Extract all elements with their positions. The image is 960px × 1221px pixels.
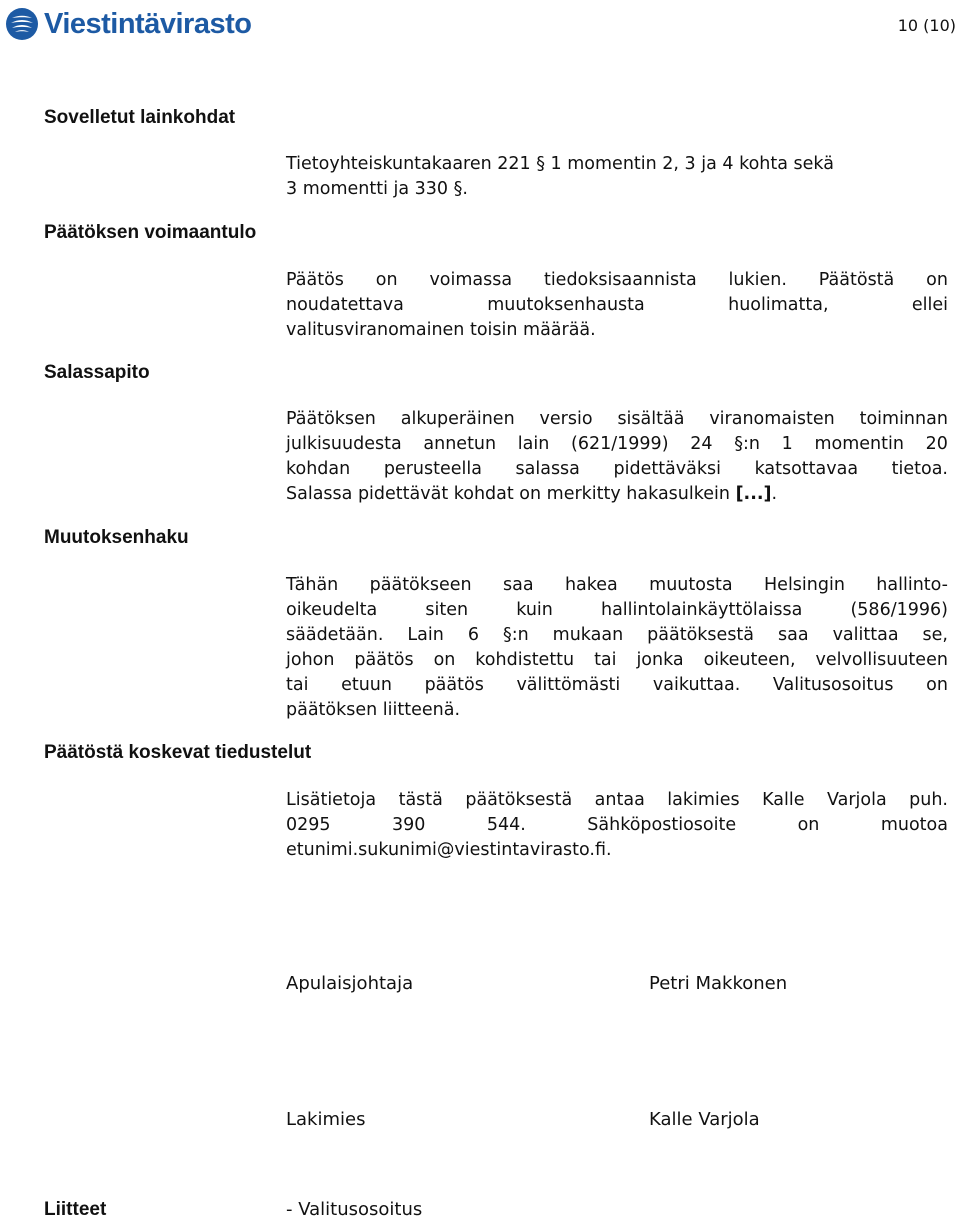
signature-name-2: Kalle Varjola (649, 1109, 760, 1130)
word: tietoa. (891, 459, 948, 479)
heading-inquiries: Päätöstä koskevat tiedustelut (44, 742, 312, 763)
justified-line (286, 598, 948, 623)
word: versio (539, 409, 593, 429)
word: sisältää (617, 409, 685, 429)
word: toiminnan (859, 409, 948, 429)
word: 6 (467, 625, 479, 645)
appeal-text (286, 573, 948, 723)
word: on (797, 815, 820, 835)
word: päätöksestä (465, 790, 573, 810)
word: Päätöksen (286, 409, 376, 429)
word: on (926, 270, 948, 290)
signature-title-2: Lakimies (286, 1109, 366, 1130)
word: (621/1999) (571, 434, 669, 454)
justified-line (286, 788, 948, 813)
confidentiality-text (286, 407, 948, 507)
word: alkuperäinen (400, 409, 515, 429)
logo-text: Viestintävirasto (44, 7, 252, 40)
page-number: 10 (10) (897, 16, 956, 35)
word: 544. (486, 815, 526, 835)
word: lukien. (728, 270, 787, 290)
word: on (375, 270, 398, 290)
word: Varjola (826, 790, 887, 810)
word: kohdistettu (475, 650, 575, 670)
word: antaa (594, 790, 645, 810)
word: huolimatta, (728, 295, 829, 315)
word: tiedoksisaannista (543, 270, 697, 290)
justified-line (286, 268, 948, 293)
text-line (286, 482, 948, 507)
word: se, (922, 625, 948, 645)
text-line: päätöksen liitteenä. (286, 700, 461, 720)
word: päätös (354, 650, 414, 670)
word: etuun (341, 675, 392, 695)
word: viranomaisten (709, 409, 835, 429)
word: §:n (734, 434, 760, 454)
word: pidettäväksi (613, 459, 721, 479)
justified-line (286, 457, 948, 482)
inquiries-text (286, 788, 948, 863)
word: puh. (909, 790, 948, 810)
word: ellei (911, 295, 948, 315)
bracket-marker: [...] (735, 484, 772, 504)
justified-line (286, 293, 948, 318)
justified-line (286, 648, 948, 673)
word: saa (503, 575, 534, 595)
word: kuin (516, 600, 553, 620)
word: Helsingin (764, 575, 845, 595)
agency-logo (4, 6, 251, 42)
word: oikeudelta (286, 600, 378, 620)
justified-line (286, 407, 948, 432)
signature-name-1: Petri Makkonen (649, 973, 788, 994)
heading-entry-into-force: Päätöksen voimaantulo (44, 222, 257, 243)
word: Lisätietoja (286, 790, 377, 810)
email-line: etunimi.sukunimi@viestintavirasto.fi. (286, 840, 612, 860)
word: jonka (636, 650, 684, 670)
word: päätös (424, 675, 484, 695)
viestintavirasto-logo-icon (4, 6, 40, 42)
heading-appeal: Muutoksenhaku (44, 527, 189, 548)
word: Päätöstä (818, 270, 895, 290)
justified-line (286, 623, 948, 648)
word: muotoa (880, 815, 948, 835)
word: lakimies (667, 790, 740, 810)
heading-attachments: Liitteet (44, 1199, 107, 1220)
word: noudatettava (286, 295, 404, 315)
word: hallintolainkäyttölaissa (600, 600, 803, 620)
word: säädetään. (286, 625, 384, 645)
word: tästä (398, 790, 443, 810)
word: julkisuudesta (286, 434, 402, 454)
word: hakea (564, 575, 618, 595)
word: 24 (690, 434, 713, 454)
word: oikeuteen, (703, 650, 796, 670)
signature-title-1: Apulaisjohtaja (286, 973, 414, 994)
word: momentin (814, 434, 904, 454)
word: katsottavaa (754, 459, 859, 479)
word: saa (778, 625, 809, 645)
word: Sähköpostiosoite (587, 815, 737, 835)
word: päätöksestä (647, 625, 755, 645)
word: muutoksenhausta (487, 295, 645, 315)
word: velvollisuuteen (815, 650, 948, 670)
word: salassa (515, 459, 580, 479)
word: Kalle (762, 790, 805, 810)
word: (586/1996) (850, 600, 948, 620)
word: 390 (392, 815, 426, 835)
word: 20 (925, 434, 948, 454)
word: 0295 (286, 815, 331, 835)
word: vaikuttaa. (652, 675, 741, 695)
text-line: valitusviranomainen toisin määrää. (286, 320, 596, 340)
word: Lain (407, 625, 444, 645)
confidentiality-last-line: Salassa pidettävät kohdat on merkitty hakasulkein (286, 484, 730, 504)
applied-law-text (286, 152, 948, 202)
text-line: Tietoyhteiskuntakaaren 221 § 1 momentin 2, 3 ja 4 kohta sekä (286, 154, 834, 174)
word: §:n (502, 625, 529, 645)
text-line: 3 momentti ja 330 §. (286, 179, 468, 199)
justified-line (286, 673, 948, 698)
justified-line (286, 573, 948, 598)
word: perusteella (383, 459, 482, 479)
word: valittaa (832, 625, 899, 645)
word: kohdan (286, 459, 351, 479)
word: lain (517, 434, 550, 454)
word: annetun (423, 434, 497, 454)
attachment-item: - Valitusosoitus (286, 1199, 423, 1220)
word: hallinto- (876, 575, 948, 595)
word: voimassa (429, 270, 513, 290)
end-punctuation: . (771, 484, 778, 504)
word: Valitusosoitus (772, 675, 894, 695)
heading-confidentiality: Salassapito (44, 362, 150, 383)
word: tai (286, 675, 309, 695)
word: Tähän (286, 575, 339, 595)
word: tai (594, 650, 617, 670)
heading-applied-law: Sovelletut lainkohdat (44, 107, 236, 128)
word: on (926, 675, 948, 695)
justified-line (286, 432, 948, 457)
word: on (433, 650, 456, 670)
justified-line (286, 813, 948, 838)
word: Päätös (286, 270, 344, 290)
word: mukaan (552, 625, 624, 645)
word: muutosta (649, 575, 733, 595)
word: siten (425, 600, 469, 620)
word: johon (286, 650, 335, 670)
word: päätökseen (369, 575, 472, 595)
word: välittömästi (516, 675, 621, 695)
word: 1 (781, 434, 793, 454)
entry-into-force-text (286, 268, 948, 343)
